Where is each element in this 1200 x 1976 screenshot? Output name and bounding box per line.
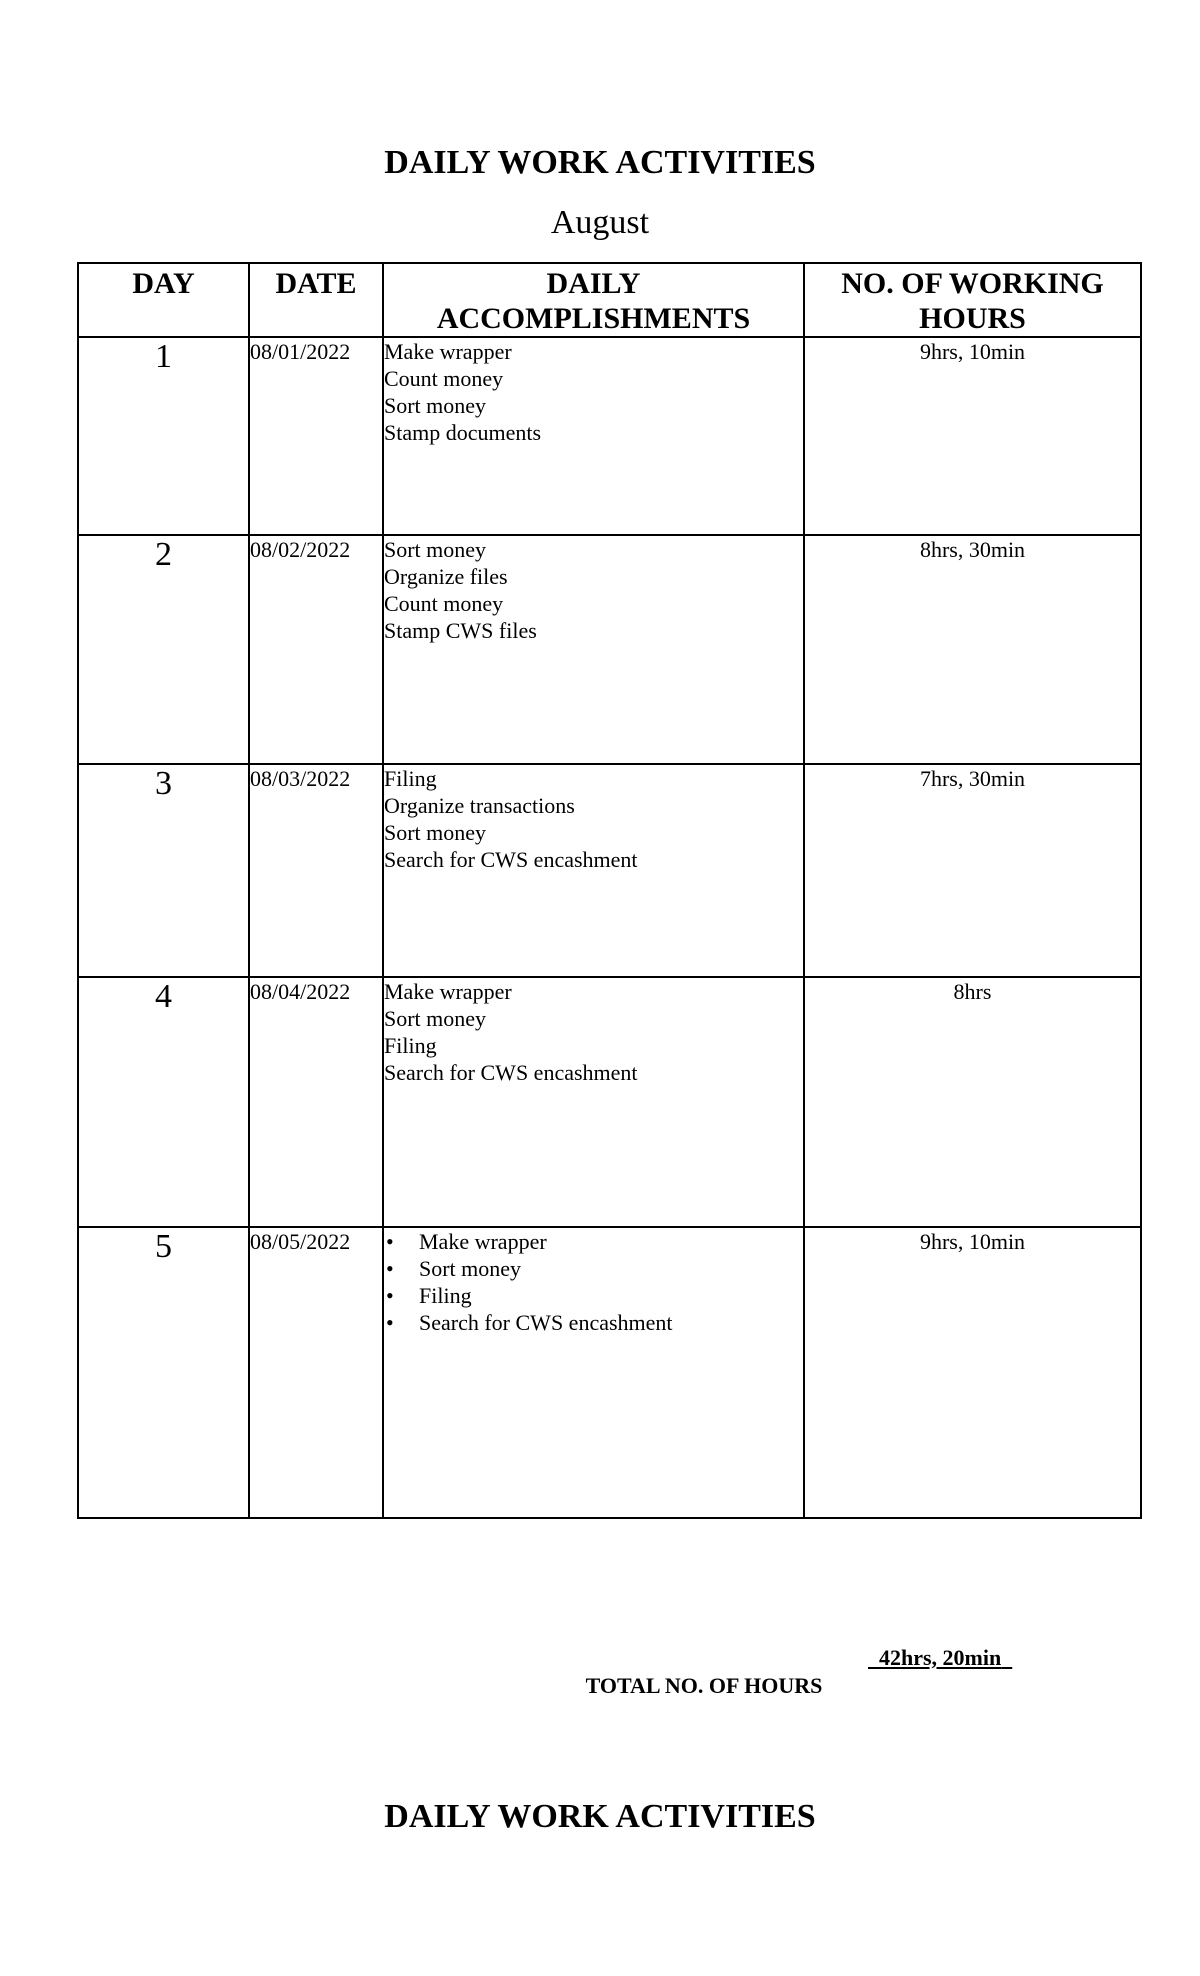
bullet-icon: • [386,1310,394,1335]
accomplishment-text: Make wrapper [384,979,512,1004]
accomplishments-list [384,338,803,446]
day-cell: 3 [78,764,249,977]
accomplishment-text: Sort money [384,393,487,418]
accomplishment-text: Sort money [419,1256,522,1281]
list-item [384,338,803,365]
accomplishments-cell [383,1227,804,1518]
month-label: August [550,204,650,241]
accomplishment-text: Sort money [384,537,487,562]
accomplishment-text: Organize transactions [384,793,575,818]
list-item [384,419,803,446]
list-item [384,1228,803,1255]
accomplishments-list [384,978,803,1086]
hours-cell: 8hrs [804,977,1141,1227]
table-row [78,1227,1141,1518]
activities-table [77,262,1142,1519]
list-item [384,365,803,392]
total-hours-value: 42hrs, 20min [879,1645,1002,1670]
day-cell: 4 [78,977,249,1227]
date-cell: 08/04/2022 [249,977,383,1227]
column-header-day: DAY [78,263,249,337]
day-cell: 2 [78,535,249,764]
hours-cell: 7hrs, 30min [804,764,1141,977]
table-row [78,535,1141,764]
page-title: DAILY WORK ACTIVITIES [384,144,816,181]
list-item [384,1059,803,1086]
accomplishments-cell [383,764,804,977]
list-item [384,1255,803,1282]
date-cell: 08/05/2022 [249,1227,383,1518]
total-hours [575,1644,1002,1728]
day-cell: 1 [78,337,249,535]
accomplishment-text: Stamp CWS files [384,618,537,643]
accomplishments-cell [383,535,804,764]
table-row [78,977,1141,1227]
accomplishment-text: Search for CWS encashment [384,847,638,872]
hours-cell: 8hrs, 30min [804,535,1141,764]
accomplishments-cell [383,977,804,1227]
accomplishment-text: Make wrapper [384,339,512,364]
accomplishment-text: Make wrapper [419,1229,547,1254]
column-header-accomplishments: DAILY ACCOMPLISHMENTS [383,263,804,337]
date-cell: 08/01/2022 [249,337,383,535]
list-item [384,1032,803,1059]
accomplishments-cell [383,337,804,535]
list-item [384,765,803,792]
list-item [384,1282,803,1309]
list-item [384,392,803,419]
day-cell: 5 [78,1227,249,1518]
date-cell: 08/03/2022 [249,764,383,977]
hours-cell: 9hrs, 10min [804,1227,1141,1518]
accomplishments-list [384,1228,803,1336]
table-header-row [78,263,1141,337]
column-header-date: DATE [249,263,383,337]
accomplishment-text: Search for CWS encashment [419,1310,673,1335]
bullet-icon: • [386,1283,394,1308]
date-cell: 08/02/2022 [249,535,383,764]
list-item [384,590,803,617]
next-page-title: DAILY WORK ACTIVITIES [384,1798,816,1835]
accomplishment-text: Organize files [384,564,508,589]
list-item [384,846,803,873]
accomplishment-text: Stamp documents [384,420,542,445]
list-item [384,819,803,846]
accomplishment-text: Search for CWS encashment [384,1060,638,1085]
accomplishments-list [384,765,803,873]
bullet-icon: • [386,1229,394,1254]
accomplishment-text: Count money [384,591,504,616]
list-item [384,1309,803,1336]
bullet-icon: • [386,1256,394,1281]
hours-cell: 9hrs, 10min [804,337,1141,535]
total-hours-label: TOTAL NO. OF HOURS [585,1673,823,1698]
list-item [384,617,803,644]
list-item [384,536,803,563]
accomplishment-text: Filing [384,766,437,791]
accomplishments-list [384,536,803,644]
list-item [384,1005,803,1032]
table-row [78,764,1141,977]
list-item [384,978,803,1005]
accomplishment-text: Filing [384,1033,437,1058]
list-item [384,792,803,819]
accomplishment-text: Sort money [384,820,487,845]
accomplishment-text: Count money [384,366,504,391]
accomplishment-text: Sort money [384,1006,487,1031]
list-item [384,563,803,590]
table-row [78,337,1141,535]
accomplishment-text: Filing [419,1283,472,1308]
column-header-hours: NO. OF WORKING HOURS [804,263,1141,337]
